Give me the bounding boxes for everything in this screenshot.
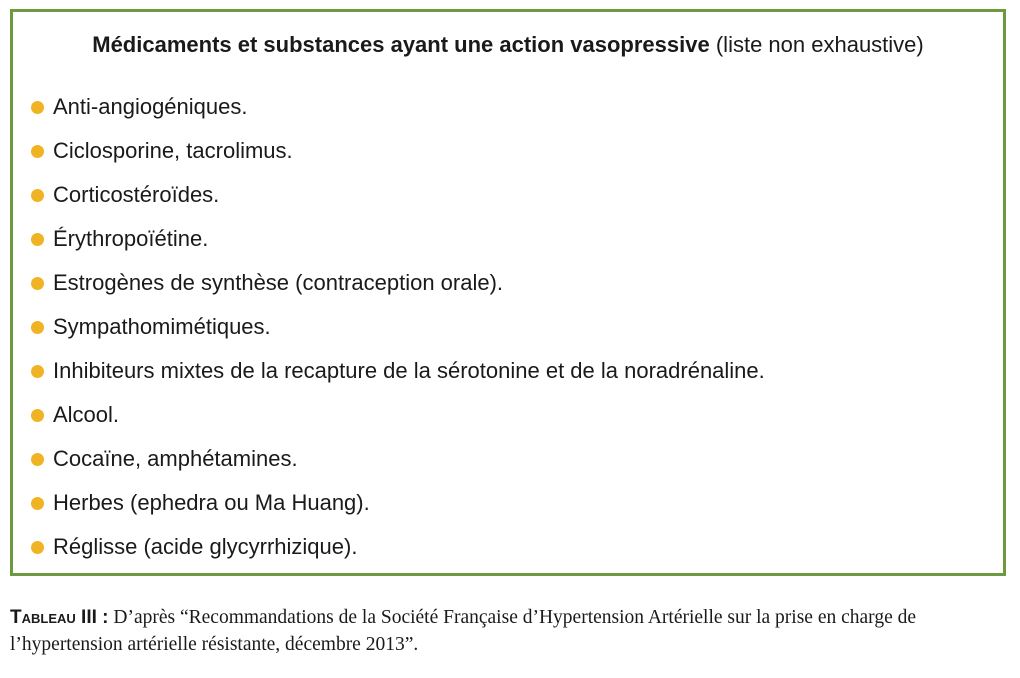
- caption-label: Tableau III :: [10, 607, 109, 628]
- list-item-label: Alcool.: [53, 402, 120, 427]
- list-item: [31, 217, 765, 261]
- list-item: [31, 173, 765, 217]
- bullet-icon: [31, 365, 44, 378]
- bullet-icon: [31, 409, 44, 422]
- bullet-icon: [31, 189, 44, 202]
- list-item: [31, 261, 765, 305]
- table-title-main: Médicaments et substances ayant une action vasopressive: [92, 32, 710, 57]
- bullet-icon: [31, 453, 44, 466]
- bullet-icon: [31, 101, 44, 114]
- bullet-icon: [31, 145, 44, 158]
- bullet-icon: [31, 277, 44, 290]
- table-title-note: (liste non exhaustive): [715, 32, 924, 57]
- bullet-icon: [31, 541, 44, 554]
- list-item-label: Corticostéroïdes.: [53, 182, 220, 207]
- table-caption: [10, 604, 1010, 658]
- caption-text: D’après “Recommandations de la Société Française d’Hypertension Artérielle sur la prise en charge de l’hypertension artérielle résistante, décembre 2013”.: [10, 607, 917, 655]
- bullet-icon: [31, 233, 44, 246]
- list-item-label: Sympathomimétiques.: [53, 314, 271, 339]
- list-item-label: Herbes (ephedra ou Ma Huang).: [53, 490, 370, 515]
- list-item: [31, 349, 765, 393]
- list-item: [31, 393, 765, 437]
- list-item-label: Érythropoïétine.: [53, 226, 209, 251]
- list-item-label: Réglisse (acide glycyrrhizique).: [53, 534, 358, 559]
- bullet-icon: [31, 321, 44, 334]
- table-box: [10, 9, 1006, 576]
- list-item-label: Ciclosporine, tacrolimus.: [53, 138, 293, 163]
- list-item: [31, 437, 765, 481]
- bullet-icon: [31, 497, 44, 510]
- list-item-label: Anti-angiogéniques.: [53, 94, 248, 119]
- list-item: [31, 85, 765, 129]
- table-title: [13, 31, 1003, 59]
- substance-list: [31, 85, 765, 569]
- list-item-label: Cocaïne, amphétamines.: [53, 446, 298, 471]
- list-item: [31, 129, 765, 173]
- list-item: [31, 525, 765, 569]
- list-item-label: Estrogènes de synthèse (contraception orale).: [53, 270, 504, 295]
- list-item-label: Inhibiteurs mixtes de la recapture de la sérotonine et de la noradrénaline.: [53, 358, 765, 383]
- list-item: [31, 481, 765, 525]
- list-item: [31, 305, 765, 349]
